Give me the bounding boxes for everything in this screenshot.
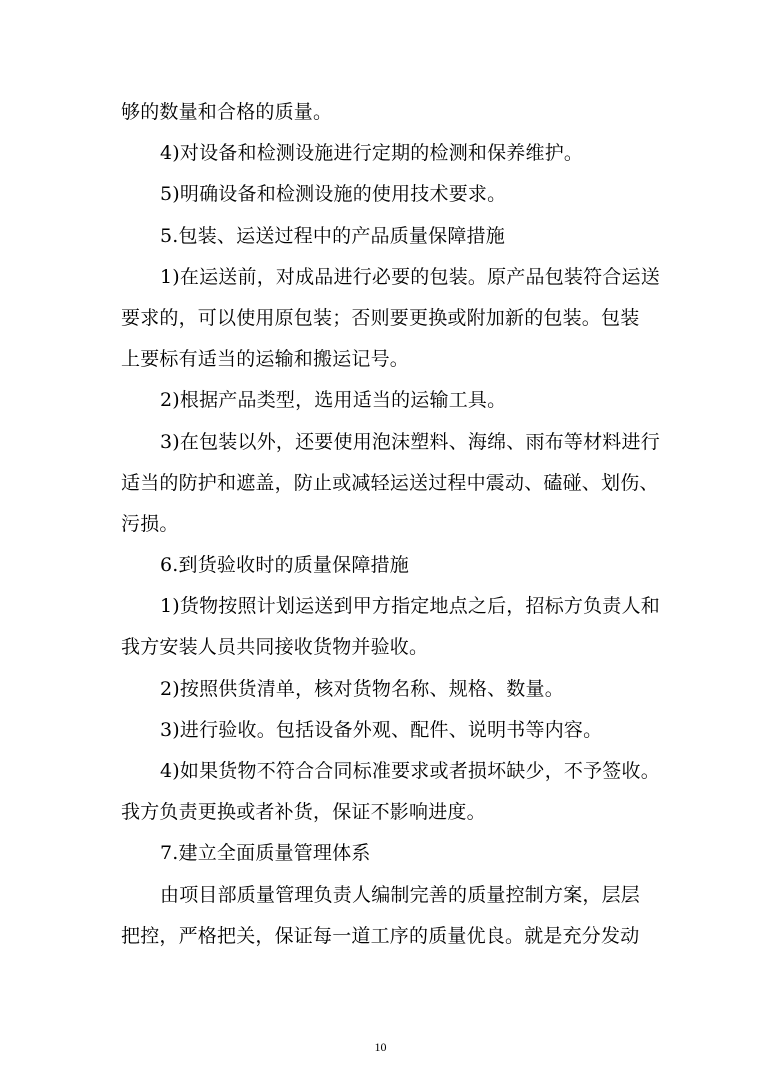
list-item: 2)根据产品类型，选用适当的运输工具。 xyxy=(160,389,507,412)
document-body xyxy=(121,92,660,957)
list-item: 1)货物按照计划运送到甲方指定地点之后，招标方负责人和 xyxy=(160,595,660,618)
list-item: 4)如果货物不符合合同标准要求或者损坏缺少，不予签收。 xyxy=(160,760,660,782)
list-item: 3)在包装以外，还要使用泡沫塑料、海绵、雨布等材料进行 xyxy=(160,430,660,453)
section-heading: 5.包装、运送过程中的产品质量保障措施 xyxy=(160,224,505,247)
section-heading: 6.到货验收时的质量保障措施 xyxy=(160,554,409,577)
list-item: 1)在运送前，对成品进行必要的包装。原产品包装符合运送 xyxy=(160,265,660,288)
text-line: 上要标有适当的运输和搬运记号。 xyxy=(121,348,410,371)
text-line: 要求的，可以使用原包装；否则要更换或附加新的包装。包装 xyxy=(121,306,640,329)
list-item: 2)按照供货清单，核对货物名称、规格、数量。 xyxy=(160,677,564,700)
paragraph-line: 由项目部质量管理负责人编制完善的质量控制方案，层层 xyxy=(160,883,641,906)
text-line: 污损。 xyxy=(121,512,179,535)
page-number: 10 xyxy=(374,1040,387,1054)
list-item: 4)对设备和检测设施进行定期的检测和保养维护。 xyxy=(160,142,584,165)
text-line: 我方安装人员共同接收货物并验收。 xyxy=(121,636,429,659)
text-line: 够的数量和合格的质量。 xyxy=(121,101,333,123)
text-line: 我方负责更换或者补货，保证不影响进度。 xyxy=(121,801,486,824)
list-item: 3)进行验收。包括设备外观、配件、说明书等内容。 xyxy=(160,718,603,741)
list-item: 5)明确设备和检测设施的使用技术要求。 xyxy=(160,183,507,206)
text-line: 把控，严格把关，保证每一道工序的质量优良。就是充分发动 xyxy=(121,924,640,947)
text-line: 适当的防护和遮盖，防止或减轻运送过程中震动、磕碰、划伤、 xyxy=(121,471,659,494)
section-heading: 7.建立全面质量管理体系 xyxy=(160,842,371,865)
